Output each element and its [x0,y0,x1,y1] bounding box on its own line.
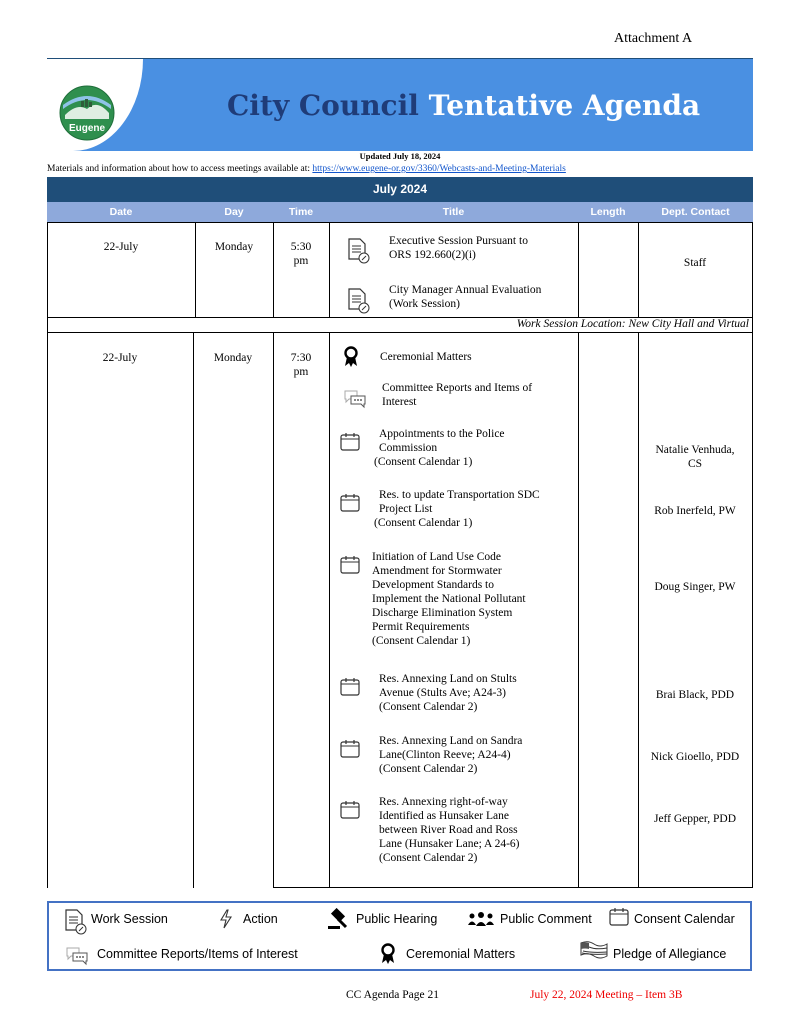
consent-calendar-icon [340,494,360,512]
materials-prefix: Materials and information about how to access meetings available at: [47,164,313,174]
legend-public-comment: Public Comment [500,912,592,926]
time-value: 7:30 [290,352,312,364]
cell-dept-contact: Rob Inerfeld, PW [654,505,736,517]
cell-dept-contact: Staff [683,257,707,269]
consent-calendar-icon [609,908,629,926]
banner-logo-area [47,59,143,151]
legend-consent-calendar: Consent Calendar [634,912,735,926]
agenda-item-title: Appointments to the Police Commission (Consent Calendar 1) [374,428,505,468]
public-comment-icon [467,911,495,927]
agenda-item-title: Res. Annexing Land on Sandra Lane(Clinton Reeve; A24-4) (Consent Calendar 2) [379,735,523,775]
cell-time [273,351,329,379]
cell-time [273,240,329,268]
cell-dept-contact: Nick Gioello, PDD [650,751,740,763]
gavel-icon [327,908,349,930]
logo-text: Eugene [68,123,106,134]
eugene-logo-icon [59,85,115,141]
action-icon [219,909,233,929]
work-session-icon [64,909,88,935]
agenda-item-title: Res. to update Transportation SDC Project List (Consent Calendar 1) [374,489,540,529]
column-header-day: Day [224,206,244,218]
time-suffix: pm [293,366,309,378]
column-header-time: Time [288,206,314,218]
time-value: 5:30 [290,241,312,253]
cell-date: 22-July [102,352,138,364]
consent-calendar-icon [340,433,360,451]
legend-pledge-of-allegiance: Pledge of Allegiance [613,947,727,961]
title-part-city-council: City Council [227,89,419,122]
column-header-date: Date [109,206,133,218]
column-header-row [47,202,753,222]
materials-link[interactable]: https://www.eugene-or.gov/3360/Webcasts-and-Meeting-Materials [312,164,566,174]
work-session-icon [347,238,371,264]
ceremonial-icon [379,943,397,965]
cell-dept-contact: Natalie Venhuda, CS [655,444,735,470]
updated-date: Updated July 18, 2024 [359,151,441,161]
consent-calendar-icon [340,801,360,819]
agenda-item-title: Committee Reports and Items of Interest [382,382,533,408]
legend-public-hearing: Public Hearing [356,912,438,926]
consent-calendar-icon [340,678,360,696]
materials-note [47,164,566,174]
committee-icon [344,389,366,409]
agenda-item-title: Executive Session Pursuant to ORS 192.660(2)(i) [389,235,528,261]
agenda-item-title: Res. Annexing Land on Stults Avenue (Stults Ave; A24-3) (Consent Calendar 2) [379,673,517,713]
flag-icon [580,941,608,961]
cell-dept-contact: Brai Black, PDD [655,689,735,701]
cell-dept-contact: Jeff Gepper, PDD [653,813,737,825]
cell-dept-contact: Doug Singer, PW [654,581,736,593]
title-part-tentative-agenda: Tentative Agenda [428,89,701,122]
work-session-icon [347,288,371,314]
legend-ceremonial-matters: Ceremonial Matters [406,947,516,961]
cell-day: Monday [214,241,254,253]
legend [47,901,752,971]
column-header-dept-contact: Dept. Contact [661,206,730,218]
banner [47,58,753,151]
time-suffix: pm [293,255,309,267]
consent-calendar-icon [340,556,360,574]
legend-committee-reports: Committee Reports/Items of Interest [97,947,298,961]
agenda-item-title: Initiation of Land Use Code Amendment for Stormwater Development Standards to Implement the National Pollutant Discharge Elimination System Permit Requirements (Consent Calendar 1) [372,551,526,647]
cell-date: 22-July [103,241,139,253]
footer-page-number: CC Agenda Page 21 [346,989,439,1001]
agenda-item-title: Res. Annexing right-of-way Identified as Hunsaker Lane between River Road and Ross Lane (Hunsaker Lane; A 24-6) (Consent Calendar 2) [379,796,520,864]
work-session-location: Work Session Location: New City Hall and Virtual [516,318,749,330]
column-header-length: Length [590,206,626,218]
consent-calendar-icon [340,740,360,758]
month-header: July 2024 [47,177,753,202]
legend-work-session: Work Session [91,912,168,926]
footer-meeting-item: July 22, 2024 Meeting – Item 3B [530,989,683,1001]
agenda-item-title: Ceremonial Matters [380,351,472,363]
attachment-label: Attachment A [614,31,693,46]
ceremonial-icon [342,346,360,368]
cell-day: Monday [213,352,253,364]
legend-action: Action [243,912,278,926]
committee-icon [66,946,88,966]
column-header-title: Title [442,206,465,218]
page-title [227,89,700,122]
agenda-item-title: City Manager Annual Evaluation (Work Session) [389,284,542,310]
